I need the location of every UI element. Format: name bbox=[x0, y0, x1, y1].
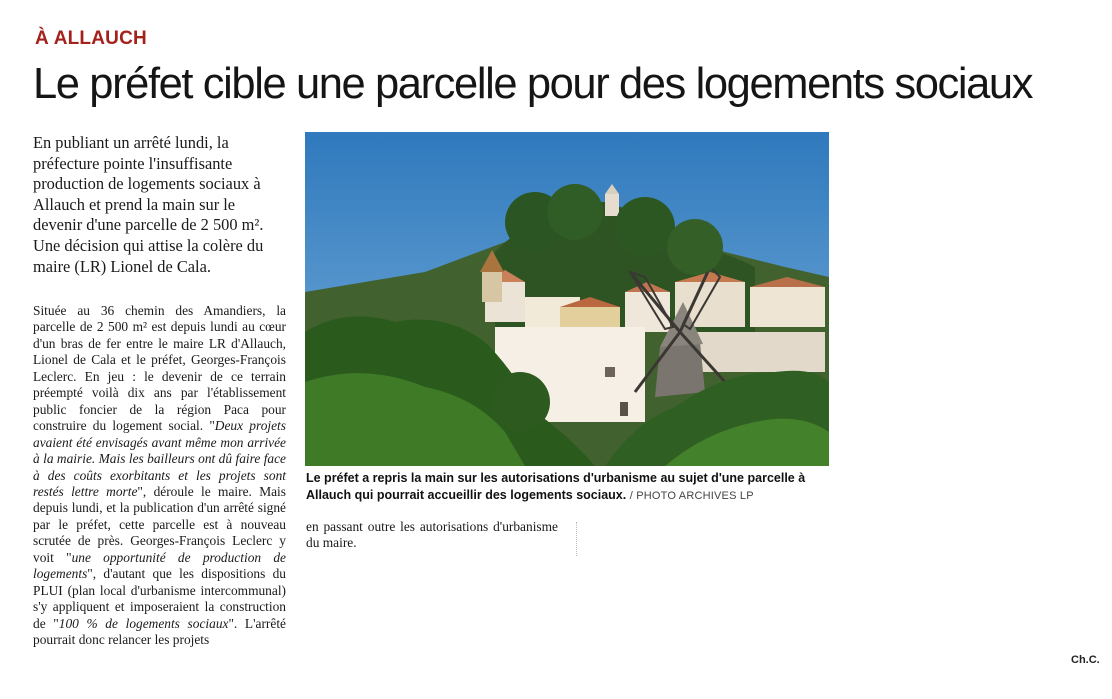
column-divider bbox=[576, 522, 579, 556]
article-headline: Le préfet cible une parcelle pour des logements sociaux bbox=[33, 60, 1033, 108]
body-text: Située au 36 chemin des Amandiers, la parcelle de 2 500 m² est depuis lundi au cœur d'un bras de fer entre le maire LR d'Allauch, Lionel de Cala et le préfet, Georges-François Leclerc. En jeu : le devenir de ce terrain préempté voilà dix ans par l'établissement public foncier de la région Paca pour construire du logement social. " bbox=[33, 303, 286, 434]
caption-text: Le préfet a repris la main sur les autorisations d'urbanisme au sujet d'une parcelle à Allauch qui pourrait accueillir des logements sociaux. bbox=[306, 471, 806, 502]
mayor-quote: Deux projets avaient été envisagés avant même mon arrivée à la mairie. Mais les bailleurs ont dû faire face à des coûts exorbitants et les projets sont restés lettre morte bbox=[33, 418, 286, 499]
article-body-column-2: en passant outre les autorisations d'urbanisme du maire. bbox=[306, 519, 558, 551]
plui-quote: 100 % de logements sociaux bbox=[58, 615, 229, 631]
author-signature: Ch.C. bbox=[1071, 654, 1100, 666]
body-text: ", d'autant que les dispositions du PLUI (plan local d'urbanisme intercommunal) s'y appliquent et imposeraient la construction de " bbox=[33, 566, 286, 631]
body-text: ". L'arrêté pourrait donc relancer les projets bbox=[33, 615, 286, 648]
body-text: ", déroule le maire. Mais depuis lundi, et la publication d'un arrêté signé par le préfet, cette parcelle est à nouveau scrutée de près. Georges-François Leclerc y voit " bbox=[33, 483, 286, 565]
article-photo bbox=[305, 132, 829, 466]
article-lede: En publiant un arrêté lundi, la préfecture pointe l'insuffisante production de logements sociaux à Allauch et prend la main sur le devenir d'une parcelle de 2 500 m². Une décision qui attise la colère du maire (LR) Lionel de Cala. bbox=[33, 133, 264, 276]
previous-article-strip bbox=[0, 0, 1112, 6]
photo-caption bbox=[306, 470, 830, 505]
photo-credit: / PHOTO ARCHIVES LP bbox=[629, 490, 754, 502]
body-paragraph bbox=[33, 303, 286, 649]
section-kicker: À ALLAUCH bbox=[35, 28, 147, 49]
allauch-village-photo bbox=[305, 132, 829, 466]
prefect-quote: une opportunité de production de logements bbox=[33, 549, 286, 582]
article-body-column-1 bbox=[33, 303, 286, 649]
